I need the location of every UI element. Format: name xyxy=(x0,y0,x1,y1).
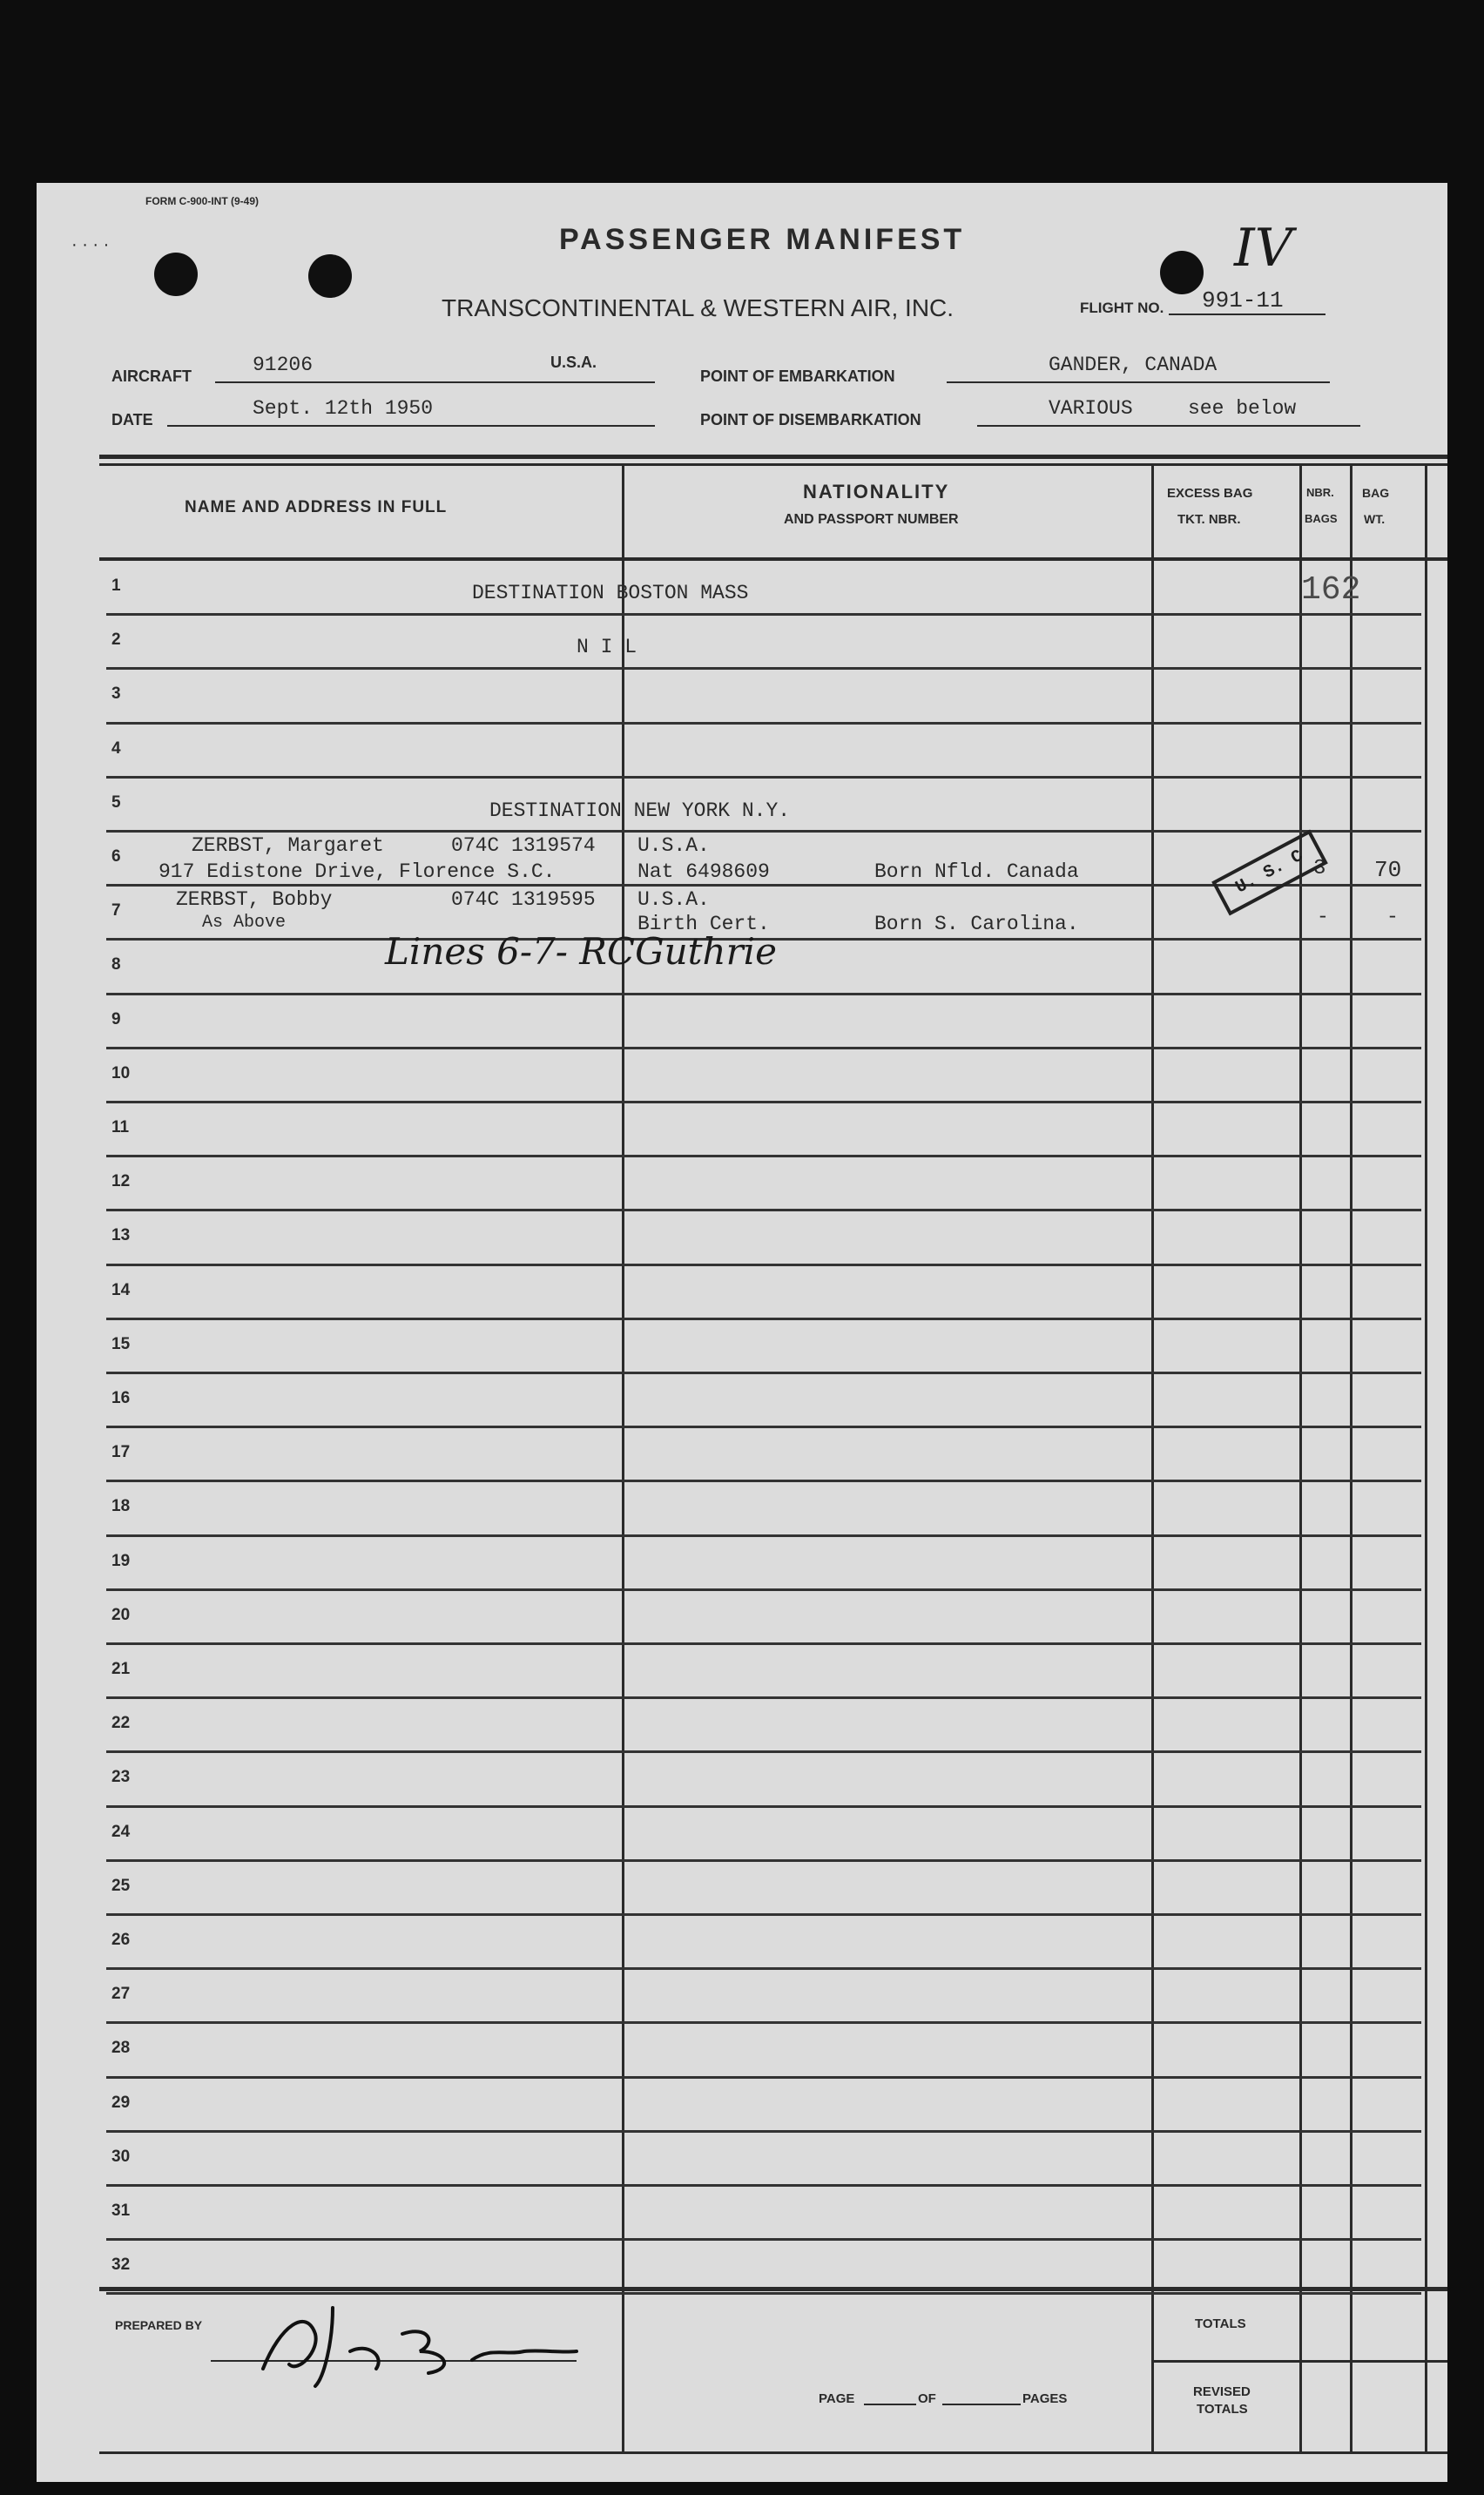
row-line xyxy=(106,2076,1421,2079)
row-number: 31 xyxy=(111,2202,131,2220)
of-line xyxy=(942,2404,1021,2405)
usa-label: U.S.A. xyxy=(550,354,597,371)
destination-boston: DESTINATION BOSTON MASS xyxy=(472,582,749,604)
embarkation-underline xyxy=(947,381,1330,383)
row-line xyxy=(106,1805,1421,1808)
row-number: 3 xyxy=(111,684,121,703)
row-line xyxy=(106,1155,1421,1157)
date-value: Sept. 12th 1950 xyxy=(253,397,434,420)
prepared-by-label: PREPARED BY xyxy=(115,2318,203,2332)
row-line xyxy=(106,1913,1421,1916)
p1-weight: 70 xyxy=(1374,857,1402,883)
row-line xyxy=(106,1101,1421,1103)
page-line xyxy=(864,2404,916,2405)
dot-marks: · · · · xyxy=(71,235,110,254)
row-number: 4 xyxy=(111,739,121,758)
row-line xyxy=(106,1750,1421,1753)
bag-162: 162 xyxy=(1301,571,1361,609)
totals-label: TOTALS xyxy=(1195,2316,1246,2331)
row-number: 27 xyxy=(111,1985,131,2003)
row-line xyxy=(106,1696,1421,1699)
row-number: 2 xyxy=(111,630,121,649)
header-nbr-2: BAGS xyxy=(1305,512,1338,525)
flight-underline xyxy=(1169,314,1325,315)
row-number: 24 xyxy=(111,1823,131,1841)
disembarkation-label: POINT OF DISEMBARKATION xyxy=(700,411,921,428)
embarkation-label: POINT OF EMBARKATION xyxy=(700,368,895,385)
p1-address: 917 Edistone Drive, Florence S.C. xyxy=(159,860,556,883)
totals-divider xyxy=(1151,2360,1447,2363)
destination-new-york: DESTINATION NEW YORK N.Y. xyxy=(489,799,791,822)
row-number: 23 xyxy=(111,1768,131,1786)
header-name: NAME AND ADDRESS IN FULL xyxy=(185,498,448,516)
row-number: 5 xyxy=(111,793,121,812)
p2-address: As Above xyxy=(202,913,287,933)
row-line xyxy=(106,667,1421,670)
header-passport: AND PASSPORT NUMBER xyxy=(784,512,959,527)
row-line xyxy=(106,2021,1421,2024)
date-underline xyxy=(167,425,655,427)
row-number: 19 xyxy=(111,1552,131,1570)
page-label: PAGE xyxy=(819,2391,855,2406)
aircraft-underline xyxy=(215,381,655,383)
punch-hole-3 xyxy=(1160,251,1204,294)
row-line xyxy=(106,2238,1421,2241)
row-number: 1 xyxy=(111,577,121,595)
row-number: 8 xyxy=(111,955,121,974)
of-label: OF xyxy=(918,2391,936,2406)
disembarkation-underline xyxy=(977,425,1360,427)
form-title: PASSENGER MANIFEST xyxy=(559,223,966,256)
row-number: 22 xyxy=(111,1714,131,1732)
row-number: 12 xyxy=(111,1172,131,1190)
manifest-sheet xyxy=(37,183,1447,2482)
disembarkation-value-b: see below xyxy=(1188,397,1297,420)
table-top-rule-2 xyxy=(99,463,1447,466)
row-number: 20 xyxy=(111,1606,131,1624)
company-name: TRANSCONTINENTAL & WESTERN AIR, INC. xyxy=(442,294,954,321)
revised-label-2: TOTALS xyxy=(1197,2402,1248,2417)
footer-bottom-rule xyxy=(99,2451,1447,2454)
row-number: 17 xyxy=(111,1443,131,1461)
customs-stamp xyxy=(1211,830,1328,916)
row-number: 11 xyxy=(111,1118,130,1136)
header-nbr-1: NBR. xyxy=(1306,486,1334,499)
row-line xyxy=(106,1047,1421,1049)
row-number: 15 xyxy=(111,1335,131,1353)
roman-mark: IV xyxy=(1234,218,1293,279)
p1-born: Born Nfld. Canada xyxy=(874,860,1079,883)
p2-ticket: 074C 1319595 xyxy=(451,888,596,911)
column-divider-nbr xyxy=(1299,463,1302,2451)
row-line xyxy=(106,993,1421,995)
row-line xyxy=(106,1209,1421,1211)
punch-hole-2 xyxy=(308,254,352,298)
revised-label-1: REVISED xyxy=(1193,2384,1251,2399)
row-number: 6 xyxy=(111,847,121,866)
header-excess-1: EXCESS BAG xyxy=(1167,486,1253,501)
date-label: DATE xyxy=(111,411,153,428)
row-number: 26 xyxy=(111,1931,131,1949)
row-number: 14 xyxy=(111,1281,131,1299)
row-number: 10 xyxy=(111,1064,131,1082)
row-line xyxy=(106,1534,1421,1537)
handwritten-note: Lines 6-7- RCGuthrie xyxy=(385,930,777,973)
aircraft-label: AIRCRAFT xyxy=(111,368,192,385)
header-bag-2: WT. xyxy=(1364,512,1386,526)
row-number: 30 xyxy=(111,2148,131,2166)
row-line xyxy=(106,1426,1421,1428)
stamp-text: U. S. C xyxy=(1232,846,1307,899)
row-number: 32 xyxy=(111,2256,131,2274)
flight-number: 991-11 xyxy=(1202,287,1284,314)
row-number: 16 xyxy=(111,1389,131,1407)
p1-passport: Nat 6498609 xyxy=(637,860,770,883)
row-line xyxy=(106,1264,1421,1266)
row-number: 18 xyxy=(111,1497,131,1515)
row-number: 29 xyxy=(111,2094,131,2112)
p2-passport: Birth Cert. xyxy=(637,913,770,935)
row-line xyxy=(106,613,1421,616)
p1-name: ZERBST, Margaret xyxy=(192,834,384,857)
row-line xyxy=(106,722,1421,725)
column-divider-right xyxy=(1425,463,1427,2451)
p2-weight: - xyxy=(1386,906,1399,928)
column-divider-bag xyxy=(1350,463,1352,2451)
aircraft-value: 91206 xyxy=(253,354,314,376)
row-line xyxy=(106,1480,1421,1482)
disembarkation-value-a: VARIOUS xyxy=(1049,397,1133,420)
embarkation-value: GANDER, CANADA xyxy=(1049,354,1218,376)
row-line xyxy=(106,830,1421,833)
row-line xyxy=(106,1588,1421,1591)
row-number: 7 xyxy=(111,901,121,920)
row-line xyxy=(106,1859,1421,1862)
header-bag-1: BAG xyxy=(1362,486,1390,500)
signature xyxy=(211,2273,585,2395)
row-line xyxy=(106,1967,1421,1970)
row-number: 25 xyxy=(111,1877,131,1895)
p1-bags: 3 xyxy=(1313,857,1326,880)
p2-bags: - xyxy=(1317,906,1329,928)
column-divider-nationality xyxy=(622,463,624,2451)
p1-nationality: U.S.A. xyxy=(637,834,710,857)
punch-hole-1 xyxy=(154,253,198,296)
row-line xyxy=(106,2130,1421,2133)
row-line xyxy=(106,1318,1421,1320)
p1-ticket: 074C 1319574 xyxy=(451,834,596,857)
row-line xyxy=(106,1372,1421,1374)
p2-nationality: U.S.A. xyxy=(637,888,710,911)
row-number: 9 xyxy=(111,1010,121,1028)
nil-entry: N I L xyxy=(577,636,637,658)
form-code: FORM C-900-INT (9-49) xyxy=(145,195,260,207)
p2-name: ZERBST, Bobby xyxy=(176,888,333,911)
row-line xyxy=(106,2184,1421,2187)
p2-born: Born S. Carolina. xyxy=(874,913,1079,935)
header-nationality: NATIONALITY xyxy=(803,481,950,502)
row-number: 28 xyxy=(111,2039,131,2057)
row-line xyxy=(106,776,1421,779)
row-number: 13 xyxy=(111,1226,131,1244)
row-number: 21 xyxy=(111,1660,131,1678)
flight-label: FLIGHT NO. xyxy=(1080,300,1164,316)
header-excess-2: TKT. NBR. xyxy=(1177,512,1241,527)
column-divider-excess xyxy=(1151,463,1154,2451)
table-top-rule-1 xyxy=(99,455,1447,459)
pages-label: PAGES xyxy=(1022,2391,1068,2406)
header-bottom-rule xyxy=(99,557,1447,561)
row-line xyxy=(106,1642,1421,1645)
